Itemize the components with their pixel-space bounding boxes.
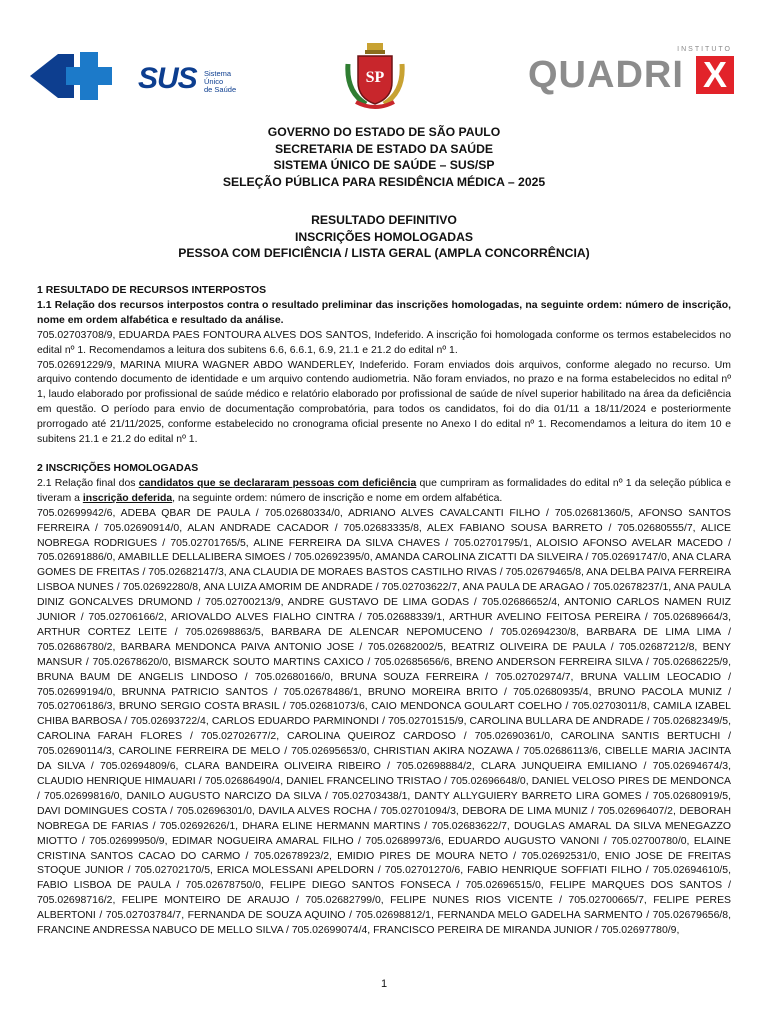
seal-text: SP — [365, 69, 385, 86]
sus-wordmark: SUS — [138, 62, 197, 95]
document-body — [37, 284, 731, 939]
sus-subtitle: Sistema Único de Saúde — [204, 69, 237, 94]
appeal-item-1: 705.02703708/9, EDUARDA PAES FONTOURA ALVES DOS SANTOS, Indeferido. A inscrição foi homologada conforme os termos estabelecidos no edital nº 1. Recomendamos a leitura dos subitens 6.6, 6.6.1, 6.9, 21.1 e 21.2 do edital nº 1. — [37, 329, 731, 356]
header-line-4: SELEÇÃO PÚBLICA PARA RESIDÊNCIA MÉDICA – 2025 — [222, 174, 546, 189]
quadrix-logo — [528, 46, 740, 98]
section-gap — [37, 448, 731, 462]
subheader-line-2: INSCRIÇÕES HOMOLOGADAS — [294, 229, 474, 244]
header-line-3: SISTEMA ÚNICO DE SAÚDE – SUS/SP — [273, 158, 495, 172]
quadrix-instituto-label: INSTITUTO — [677, 46, 732, 53]
section-2-title: 2 INSCRIÇÕES HOMOLOGADAS — [37, 462, 199, 474]
state-seal-icon — [344, 42, 406, 110]
subheader-line-3: PESSOA COM DEFICIÊNCIA / LISTA GERAL (AMPLA CONCORRÊNCIA) — [178, 246, 590, 260]
document-subheader — [40, 212, 728, 262]
header-line-1: GOVERNO DO ESTADO DE SÃO PAULO — [267, 125, 501, 139]
homologated-list: 705.02699942/6, ADEBA QBAR DE PAULA / 705.02680334/0, ADRIANO ALVES CAVALCANTI FILHO / 705.02681360/5, AFONSO SANTOS FERREIRA / 705.02690914/0, ALAN ANDRADE CACADOR / 705.02683335/8, ALEX FABIANO SOUSA BARRETO / 705.02680555/7, ALICE NOBREGA RODRIGUES / 705.02701765/5, ALINE FERREIRA DA SILVA CHAVES / 705.02701795/1, ALOISIO AFONSO AVELAR MACEDO / 705.02691886/0, AMABILLE DELLALIBERA SIMOES / 705.02692395/0, AMANDA CAROLINA ZICATTI DA SILVEIRA / 705.02691747/0, ANA CLARA GOMES DE FREITAS / 705.02682147/3, ANA CLAUDIA DE MORAES BASTOS CASTILHO RIVAS / 705.02679465/8, ANA DELBA PAIVA FERREIRA LISBOA NUNES / 705.02692280/8, ANA LUIZA AMORIM DE ANDRADE / 705.02703622/7, ANA PAULA DE ARAGAO / 705.02678237/1, ANA PAULA DINIZ GONCALVES DRUMOND / 705.02700213/9, ANDRE GUSTAVO DE LIMA GODAS / 705.02686652/4, ANTONIO CARLOS NAMEN RUIZ JUNIOR / 705.02706166/2, ARIOVALDO ALVES FIALHO CINTRA / 705.02688339/1, ARTHUR AVELINO FEITOSA PEREIRA / 705.02689664/3, ARTHUR CORTEZ LEITE / 705.02698863/5, BARBARA DE ALENCAR NEPOMUCENO / 705.02694230/8, BARBARA DE LIMA LIMA / 705.02686780/2, BARBARA MENDONCA PAIVA ANTONIO JOSE / 705.02682002/5, BEATRIZ OLIVEIRA DE PAULA / 705.02687212/8, BENY MANSUR / 705.02678620/0, BISMARCK SOUTO MARTINS CAXICO / 705.02685656/6, BRENO ANDERSON FERREIRA SILVA / 705.02686225/9, BRUNA BAUM DE ANGELIS LINDOSO / 705.02680166/0, BRUNA SOUZA FERREIRA / 705.02702974/7, BRUNA VALLIM LEOCADIO / 705.02699194/0, BRUNNA PATRICIO SANTOS / 705.02678486/1, BRUNO MOREIRA BRITO / 705.02680935/4, BRUNO PACOLA MUNIZ / 705.02706186/3, BRUNO SERGIO COSTA BRASIL / 705.02681073/6, CAIO MENDONCA GOULART COELHO / 705.02703011/8, CAMILA IZABEL CHIBA BARBOSA / 705.02693722/4, CARLOS EDUARDO PARMINONDI / 705.02701515/9, CAROLINA BULLARA DE ANDRADE / 705.02682349/5, CAROLINA FARAH FLORES / 705.02702677/2, CAROLINA QUEIROZ CARDOSO / 705.02690361/0, CAROLINA SANTIS BERTUCHI / 705.02690114/3, CAROLINE FERREIRA DE MELO / 705.02695653/0, CHRISTIAN AKIRA NOZAWA / 705.02686113/6, CIBELLE MARIA JACINTA DA SILVA / 705.02694809/6, CLARA BANDEIRA OLIVEIRA RIBEIRO / 705.02698884/2, CLARA JUNQUEIRA EMILIANO / 705.02694674/3, CLAUDIO HENRIQUE HIMAUARI / 705.02686490/4, DANIEL FRANCELINO TRISTAO / 705.02696648/0, DANIEL VELOSO PIRES DE MENDONCA / 705.02699816/0, DANILO AUGUSTO NARCIZO DA SILVA / 705.02703438/1, DANTY ALLYGUIERY BARRETO LIRA GOMES / 705.02680919/5, DAVI DOMINGUES COSTA / 705.02696301/0, DAVILA ALVES ROCHA / 705.02701094/3, DEBORA DE LIMA MUNIZ / 705.02696407/2, DEBORAH NOBREGA DE FARIAS / 705.02692626/1, DHARA ELINE HERMANN MARTINS / 705.02683622/7, DOUGLAS AMARAL DA SILVA MENEGAZZO MIOTTO / 705.02699950/9, EDIMAR NOGUEIRA AMARAL FILHO / 705.02689973/6, EDUARDO AUGUSTO VANONI / 705.02700780/0, ELAINE CRISTINA SANTOS CACAO DO CARMO / 705.02678923/2, EMIDIO PIRES DE MOURA NETO / 705.02692531/0, ENIO JOSE DE FREITAS STOQUE JUNIOR / 705.02702170/5, ERICA MOLESSANI APELDORN / 705.02701270/6, FABIO HENRIQUE SOFFIATI FILHO / 705.02694610/5, FABIO LISBOA DE PAULA / 705.02678750/0, FELIPE DIEGO SANTOS FONSECA / 705.02696515/0, FELIPE MARQUES DOS SANTOS / 705.02698716/2, FELIPE MONTEIRO DE ARAUJO / 705.02682799/0, FELIPE NUNES RIOS VICENTE / 705.02700665/7, FELIPE PERES ALBERTONI / 705.02703784/7, FERNANDA DE SOUZA AQUINO / 705.02698812/1, FERNANDA MELO GADELHA SARMENTO / 705.02679656/8, FRANCINE ANDRESSA NABUCO DE MELLO SILVA / 705.02699074/4, FRANCISCO PEREIRA DE MIRANDA JUNIOR / 705.02697780/9, — [37, 507, 731, 937]
subheader-line-1: RESULTADO DEFINITIVO — [311, 213, 457, 227]
quadrix-wordmark: QUADRI — [528, 54, 684, 96]
sus-cross-icon — [30, 48, 134, 104]
quadrix-x-mark: X — [696, 56, 734, 94]
section-2-intro: 2.1 Relação final dos candidatos que se declararam pessoas com deficiência que cumpriram as formalidades do edital nº 1 da seleção pública e tiveram a inscrição deferida, na seguinte ordem: número de inscrição e nome em ordem alfabética. — [37, 477, 731, 504]
header-line-2: SECRETARIA DE ESTADO DA SAÚDE — [274, 141, 494, 156]
section-1-intro: 1.1 Relação dos recursos interpostos contra o resultado preliminar das inscrições homologadas, na seguinte ordem: número de inscrição, nome em ordem alfabética e resultado da análise. — [37, 299, 731, 326]
section-1-title: 1 RESULTADO DE RECURSOS INTERPOSTOS — [37, 285, 267, 296]
appeal-item-2: 705.02691229/9, MARINA MIURA WAGNER ABDO WANDERLEY, Indeferido. Foram enviados dois arquivos, conforme alegado no recurso. Um arquivo contendo documento de identidade e um arquivo contendo audiometria. Não foram enviados, no prazo e na forma estabelecidos no edital nº 1, laudo elaborado por profissional de saúde médico e relatório elaborado por profissional de saúde de nível superior habilitado na área da deficiência em questão. O período para envio de documentação comprobatória, para todos os candidatos, foi do dia 01/11 a 18/11/2024 e posteriormente prorrogado até 21/11/2025, conforme estabelecido no cronograma oficial presente no Anexo I do edital nº 1. Recomendamos a leitura do item 10 e subitens 21.1 e 21.2 do edital nº 1. — [37, 359, 731, 446]
logo-bar — [0, 0, 768, 110]
page-number: 1 — [380, 978, 388, 990]
document-header — [40, 124, 728, 190]
sus-logo — [30, 48, 250, 104]
sao-paulo-seal — [344, 42, 406, 110]
